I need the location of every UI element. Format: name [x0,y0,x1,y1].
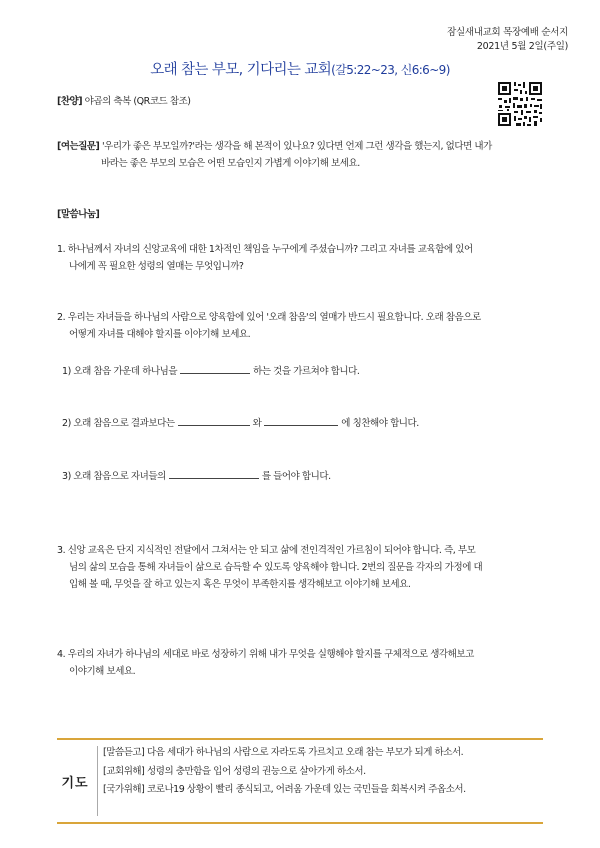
q2-sub-2-b: 와 [252,418,262,429]
opening-line-1: '우리가 좋은 부모일까?'라는 생각을 해 본적이 있나요? 있다면 언제 그런 생각을 했는지, 없다면 내가 [101,141,492,152]
q2-sub-3 [62,468,331,485]
prayer-item-church: [교회위해] 성령의 충만함을 입어 성령의 권능으로 살아가게 하소서. [103,765,366,777]
question-3 [57,542,482,593]
q3-line-1: 3. 신앙 교육은 단지 지식적인 전달에서 그쳐서는 안 되고 삶에 전인격적인 가르침이 되어야 합니다. 즉, 부모 [57,545,476,556]
praise-line [57,93,191,110]
question-4 [57,646,474,680]
q2-line-2: 어떻게 자녀를 대해야 할지를 이야기해 보세요. [69,329,251,340]
answer-blank-1[interactable] [180,363,250,374]
prayer-list [103,744,466,800]
q3-line-3: 입해 볼 때, 무엇을 잘 하고 있는지 혹은 무엇이 부족한지를 생각해보고 이야기해 보세요. [69,579,411,590]
prayer-divider [97,746,98,816]
prayer-heading: 기도 [61,775,89,791]
answer-blank-4[interactable] [169,468,259,479]
q2-sub-2 [62,415,419,432]
q2-sub-1-a: 1) 오래 참음 가운데 하나님을 [62,366,178,377]
church-name: 잠실새내교회 목장예배 순서지 [447,27,568,38]
answer-blank-3[interactable] [264,415,338,426]
q2-sub-3-a: 3) 오래 참음으로 자녀들의 [62,471,166,482]
q4-line-1: 4. 우리의 자녀가 하나님의 세대로 바로 성장하기 위해 내가 무엇을 실행해야 할지를 구체적으로 생각해보고 [57,649,474,660]
answer-blank-2[interactable] [178,415,250,426]
q2-sub-3-b: 를 들어야 합니다. [261,471,331,482]
q2-sub-2-a: 2) 오래 참음으로 결과보다는 [62,418,175,429]
q2-sub-1 [62,363,359,380]
praise-label: [찬양] [57,96,83,107]
opening-question [57,138,492,172]
question-2 [57,309,481,343]
opening-label: [여는질문] [57,141,100,152]
prayer-item-sermon: [말씀듣고] 다음 세대가 하나님의 사람으로 자라도록 가르치고 오래 참는 부모가 되게 하소서. [103,747,464,758]
praise-text: 야곱의 축복 (QR코드 참조) [84,96,191,107]
page-title [0,58,600,79]
church-header [447,26,568,54]
q2-sub-2-c: 에 칭찬해야 합니다. [341,418,419,429]
q2-line-1: 2. 우리는 자녀들을 하나님의 사람으로 양육함에 있어 '오래 참음'의 열매가 반드시 필요합니다. 오래 참음으로 [57,312,481,323]
q3-line-2: 님의 삶의 모습을 통해 자녀들이 삶으로 습득할 수 있도록 양육해야 합니다. 2번의 질문을 각자의 가정에 대 [69,562,483,573]
sharing-label: [말씀나눔] [57,209,100,220]
q2-sub-1-b: 하는 것을 가르쳐야 합니다. [253,366,360,377]
title-reference: (갈5:22~23, 신6:6~9) [331,63,450,77]
q1-line-1: 1. 하나님께서 자녀의 신앙교육에 대한 1차적인 책임을 누구에게 주셨습니까? 그리고 자녀를 교육함에 있어 [57,244,473,255]
qr-code-icon[interactable] [496,80,544,128]
prayer-item-nation: [국가위해] 코로나19 상황이 빨리 종식되고, 어려움 가운데 있는 국민들을 회복시켜 주옵소서. [103,784,466,795]
service-date: 2021년 5월 2일(주일) [476,41,568,52]
prayer-box [57,738,543,824]
q1-line-2: 나에게 꼭 필요한 성령의 열매는 무엇입니까? [69,261,244,272]
q4-line-2: 이야기해 보세요. [69,666,136,677]
title-main: 오래 참는 부모, 기다리는 교회 [150,62,332,78]
question-1 [57,241,473,275]
opening-line-2: 바라는 좋은 부모의 모습은 어떤 모습인지 가볍게 이야기해 보세요. [101,158,360,169]
